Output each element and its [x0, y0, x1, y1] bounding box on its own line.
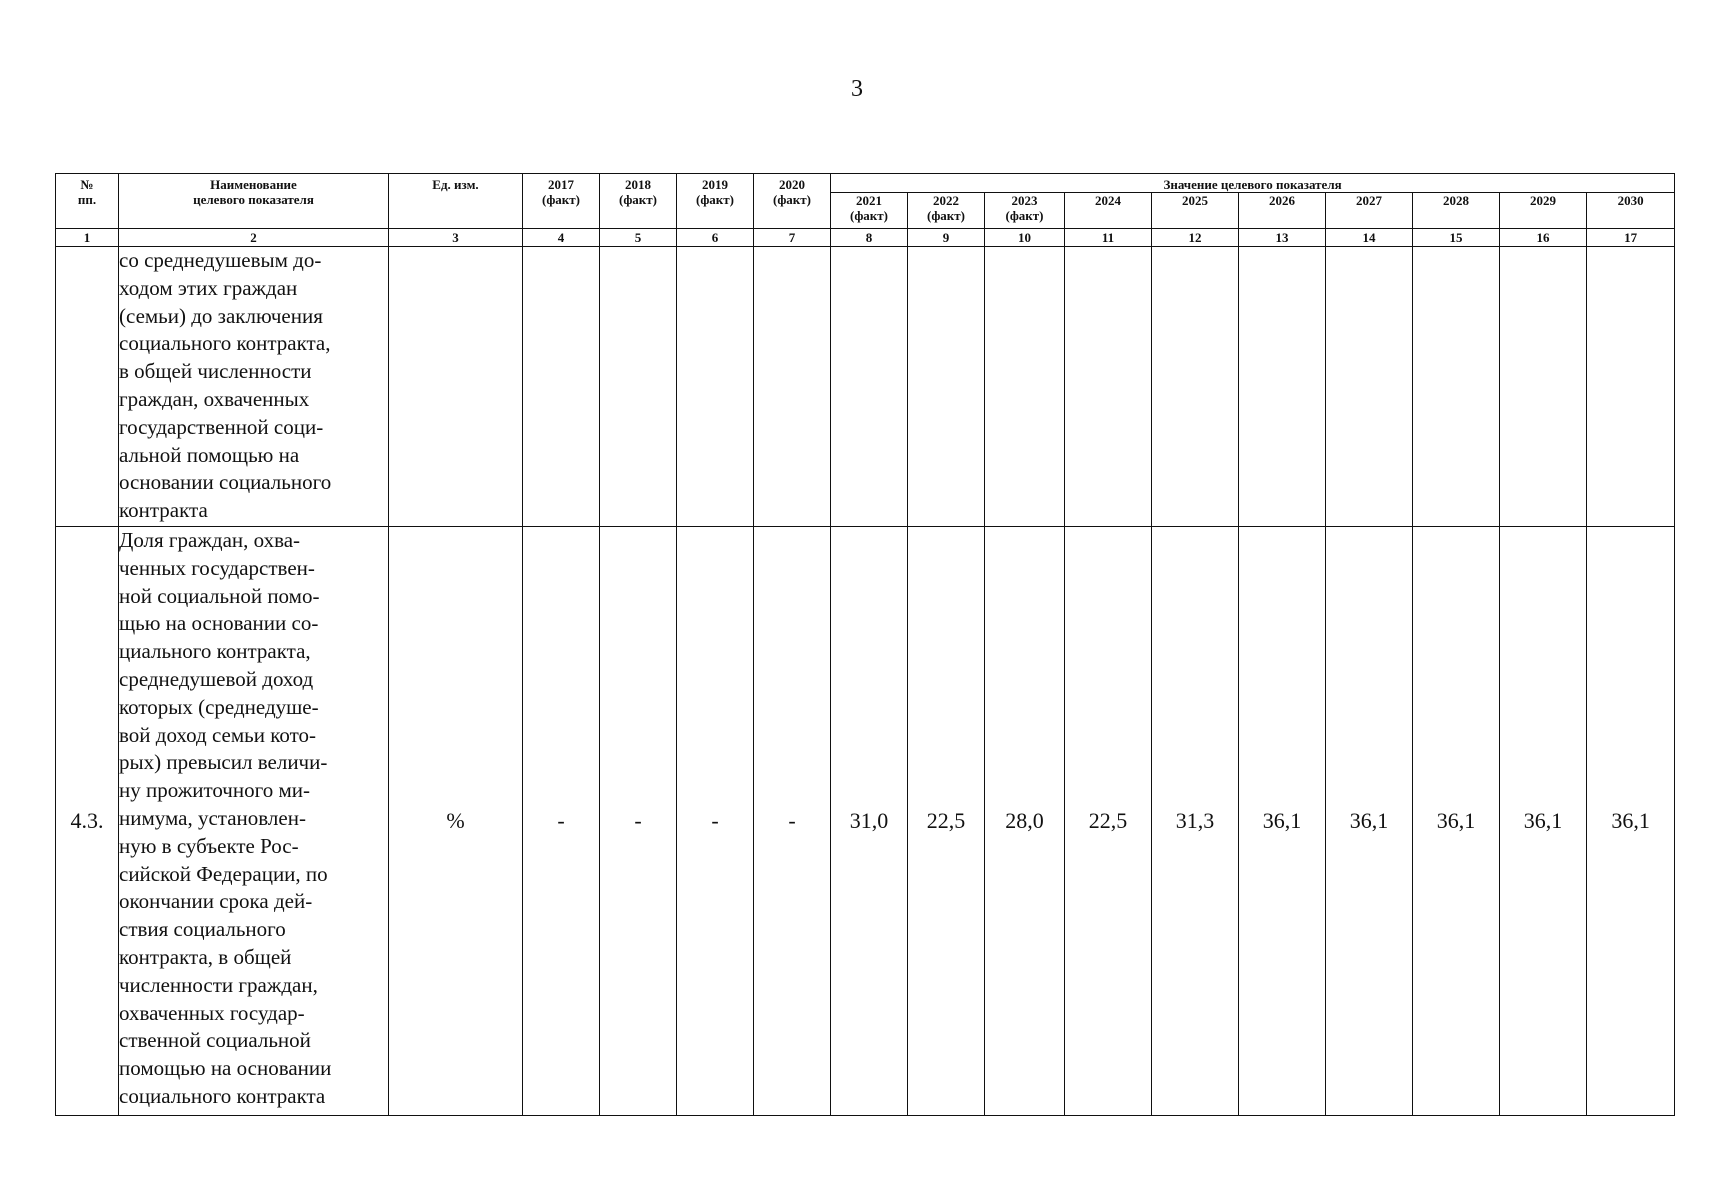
- column-number: 12: [1152, 229, 1239, 247]
- column-number: 6: [677, 229, 754, 247]
- unit-cell: [389, 247, 523, 527]
- page-number: 3: [851, 76, 863, 102]
- value-cell: 31,3: [1152, 527, 1239, 1116]
- indicator-name: со среднедушевым до- ходом этих граждан (семьи) до заключения социального контракта, в общей численности граждан, охваченных государственной соци- альной помощью на основании социального контракта: [119, 247, 389, 527]
- value-cell: [1587, 247, 1675, 527]
- header-year: 2020 (факт): [754, 174, 831, 229]
- header-year: 2028: [1413, 193, 1500, 229]
- table-row: [56, 247, 1675, 527]
- column-number: 16: [1500, 229, 1587, 247]
- value-cell: 31,0: [831, 527, 908, 1116]
- value-cell: [831, 247, 908, 527]
- value-cell: [1065, 247, 1152, 527]
- value-cell: 28,0: [985, 527, 1065, 1116]
- value-cell: 36,1: [1326, 527, 1413, 1116]
- header-year: 2019 (факт): [677, 174, 754, 229]
- row-number: 4.3.: [56, 527, 119, 1116]
- row-number: [56, 247, 119, 527]
- value-cell: 36,1: [1587, 527, 1675, 1116]
- header-year: 2018 (факт): [600, 174, 677, 229]
- header-year: 2025: [1152, 193, 1239, 229]
- column-number: 1: [56, 229, 119, 247]
- value-cell: [1239, 247, 1326, 527]
- table-row: [56, 527, 1675, 1116]
- column-number: 5: [600, 229, 677, 247]
- value-cell: [985, 247, 1065, 527]
- value-cell: 36,1: [1500, 527, 1587, 1116]
- header-year: 2017 (факт): [523, 174, 600, 229]
- value-cell: [1152, 247, 1239, 527]
- header-year: 2029: [1500, 193, 1587, 229]
- unit-cell: %: [389, 527, 523, 1116]
- value-cell: [523, 247, 600, 527]
- column-number: 10: [985, 229, 1065, 247]
- header-year: 2027: [1326, 193, 1413, 229]
- header-indicator-name: Наименование целевого показателя: [119, 174, 389, 229]
- target-indicators-table: [55, 173, 1675, 1116]
- value-cell: [600, 247, 677, 527]
- column-number: 3: [389, 229, 523, 247]
- value-cell: [677, 247, 754, 527]
- header-year: 2021 (факт): [831, 193, 908, 229]
- header-year: 2024: [1065, 193, 1152, 229]
- column-number: 2: [119, 229, 389, 247]
- column-number-row: [56, 229, 1675, 247]
- header-year: 2030: [1587, 193, 1675, 229]
- value-cell: 22,5: [908, 527, 985, 1116]
- header-unit: Ед. изм.: [389, 174, 523, 229]
- value-cell: 36,1: [1239, 527, 1326, 1116]
- value-cell: [1326, 247, 1413, 527]
- column-number: 7: [754, 229, 831, 247]
- value-cell: [754, 247, 831, 527]
- value-cell: -: [600, 527, 677, 1116]
- column-number: 14: [1326, 229, 1413, 247]
- header-year: 2023 (факт): [985, 193, 1065, 229]
- value-cell: -: [754, 527, 831, 1116]
- value-cell: [908, 247, 985, 527]
- column-number: 17: [1587, 229, 1675, 247]
- header-target-value-group: Значение целевого показателя: [831, 174, 1675, 193]
- column-number: 9: [908, 229, 985, 247]
- value-cell: -: [677, 527, 754, 1116]
- indicator-name: Доля граждан, охва- ченных государствен- ной социальной помо- щью на основании со- циального контракта, среднедушевой доход которых (среднедуше- вой доход семьи кото- рых) превысил величи- ну прожиточного ми- нимума, установлен- ную в субъекте Рос- сийской Федерации, по окончании срока дей- ствия социального контракта, в общей численности граждан, охваченных государ- ственной социальной помощью на основании социального контракта: [119, 527, 389, 1116]
- header-number: № пп.: [56, 174, 119, 229]
- value-cell: -: [523, 527, 600, 1116]
- column-number: 8: [831, 229, 908, 247]
- column-number: 11: [1065, 229, 1152, 247]
- header-year: 2022 (факт): [908, 193, 985, 229]
- value-cell: [1413, 247, 1500, 527]
- column-number: 4: [523, 229, 600, 247]
- value-cell: 36,1: [1413, 527, 1500, 1116]
- header-year: 2026: [1239, 193, 1326, 229]
- value-cell: [1500, 247, 1587, 527]
- column-number: 13: [1239, 229, 1326, 247]
- value-cell: 22,5: [1065, 527, 1152, 1116]
- column-number: 15: [1413, 229, 1500, 247]
